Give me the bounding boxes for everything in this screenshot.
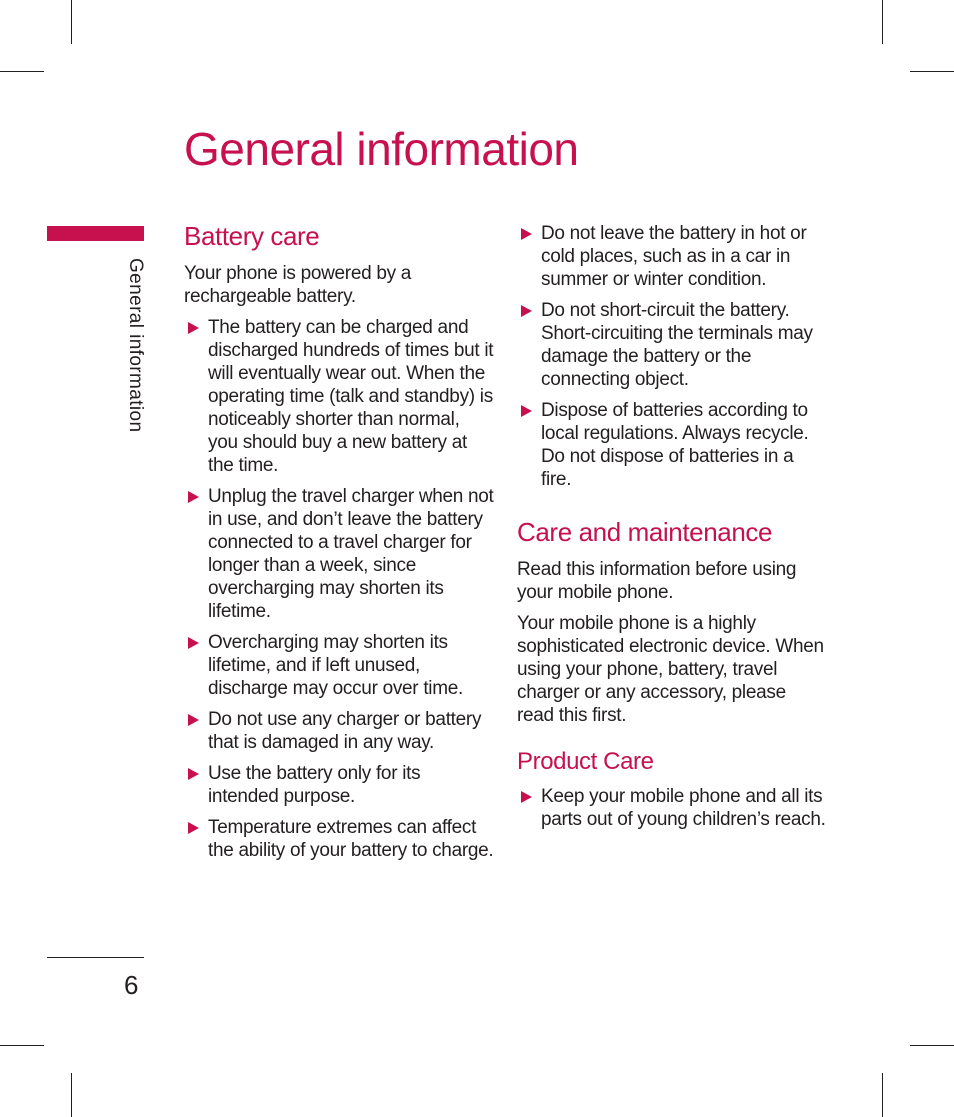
triangle-bullet-icon — [188, 637, 199, 649]
list-item: Unplug the travel charger when not in use, and don’t leave the battery connected to a travel charger for longer than a week, since overcharging may shorten its lifetime. — [184, 485, 494, 623]
crop-mark — [910, 1045, 954, 1046]
battery-care-list-continued — [517, 222, 827, 491]
product-care-list — [517, 785, 827, 831]
spacer — [517, 735, 827, 747]
list-item: Temperature extremes can affect the ability of your battery to charge. — [184, 816, 494, 862]
care-maintenance-heading: Care and maintenance — [517, 517, 773, 547]
right-column — [517, 222, 827, 839]
left-column — [184, 220, 494, 870]
list-item: Do not short-circuit the battery. Short-circuiting the terminals may damage the battery or the connecting object. — [517, 299, 827, 391]
triangle-bullet-icon — [188, 768, 199, 780]
battery-care-heading: Battery care — [184, 221, 320, 251]
crop-mark — [71, 0, 72, 44]
care-maintenance-para: Your mobile phone is a highly sophisticated electronic device. When using your phone, battery, travel charger or any accessory, please read this first. — [517, 613, 824, 726]
triangle-bullet-icon — [188, 822, 199, 834]
triangle-bullet-icon — [521, 791, 532, 803]
list-item: Dispose of batteries according to local regulations. Always recycle. Do not dispose of batteries in a fire. — [517, 399, 827, 491]
crop-mark — [0, 1045, 44, 1046]
section-tab-bar — [47, 226, 144, 241]
battery-care-list — [184, 316, 494, 862]
triangle-bullet-icon — [521, 405, 532, 417]
section-label: General information — [125, 258, 146, 433]
page-number: 6 — [124, 970, 139, 1000]
crop-mark — [910, 71, 954, 72]
list-item: The battery can be charged and discharged hundreds of times but it will eventually wear out. When the operating time (talk and standby) is noticeably shorter than normal, you should buy a new battery at the time. — [184, 316, 494, 477]
list-item: Do not use any charger or battery that is damaged in any way. — [184, 708, 494, 754]
triangle-bullet-icon — [188, 322, 199, 334]
footer-rule — [47, 957, 144, 958]
list-item: Keep your mobile phone and all its parts out of young children’s reach. — [517, 785, 827, 831]
crop-mark — [882, 1073, 883, 1117]
list-item: Do not leave the battery in hot or cold places, such as in a car in summer or winter condition. — [517, 222, 827, 291]
triangle-bullet-icon — [188, 714, 199, 726]
crop-mark — [0, 71, 44, 72]
triangle-bullet-icon — [188, 491, 199, 503]
spacer — [517, 499, 827, 516]
product-care-heading: Product Care — [517, 748, 654, 775]
care-maintenance-para: Read this information before using your mobile phone. — [517, 559, 797, 603]
crop-mark — [71, 1073, 72, 1117]
triangle-bullet-icon — [521, 228, 532, 240]
crop-mark — [882, 0, 883, 44]
list-item: Overcharging may shorten its lifetime, and if left unused, discharge may occur over time. — [184, 631, 494, 700]
triangle-bullet-icon — [521, 305, 532, 317]
page-title: General information — [184, 123, 579, 175]
list-item: Use the battery only for its intended purpose. — [184, 762, 494, 808]
battery-care-intro: Your phone is powered by a rechargeable battery. — [184, 263, 412, 307]
